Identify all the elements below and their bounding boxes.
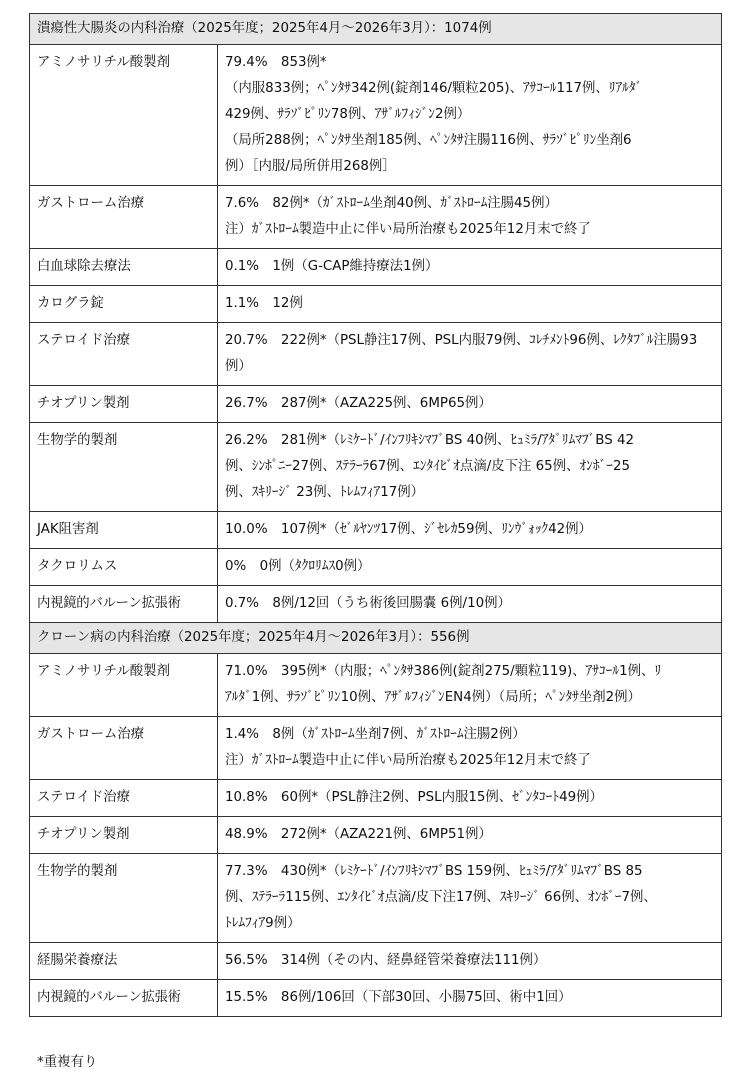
value-line: 注）ｶﾞｽﾄﾛｰﾑ製造中止に伴い局所治療も2025年12月末で終了	[225, 222, 591, 237]
row-label: JAK阻害剤	[30, 512, 218, 549]
row-label: 白血球除去療法	[30, 249, 218, 286]
row-value	[218, 586, 722, 623]
row-value	[218, 423, 722, 512]
section-header-uc	[30, 14, 722, 45]
value-line: 77.3% 430例*（ﾚﾐｹｰﾄﾞ/ｲﾝﾌﾘｷｼﾏﾌﾞBS 159例、ﾋｭﾐﾗ/ｱﾀﾞﾘﾑﾏﾌﾞBS 85	[225, 864, 643, 879]
value-line: 例、ｼﾝﾎﾟﾆｰ27例、ｽﾃﾗｰﾗ67例、ｴﾝﾀｲﾋﾞｵ点滴/皮下注 65例、ｵﾝﾎﾞｰ25	[225, 459, 630, 474]
value-line: 10.8% 60例*（PSL静注2例、PSL内服15例、ｾﾞﾝﾀｺｰﾄ49例）	[225, 790, 603, 805]
row-label: ガストローム治療	[30, 186, 218, 249]
value-line: 26.2% 281例*（ﾚﾐｹｰﾄﾞ/ｲﾝﾌﾘｷｼﾏﾌﾞBS 40例、ﾋｭﾐﾗ/ｱﾀﾞﾘﾑﾏﾌﾞBS 42	[225, 433, 635, 448]
row-value	[218, 780, 722, 817]
row-value	[218, 286, 722, 323]
row-label: アミノサリチル酸製剤	[30, 654, 218, 717]
row-label: チオプリン製剤	[30, 817, 218, 854]
value-line: （内服833例；ﾍﾟﾝﾀｻ342例(錠剤146/顆粒205)、ｱｻｺｰﾙ117例、ﾘｱﾙﾀﾞ	[225, 81, 643, 96]
row-label: アミノサリチル酸製剤	[30, 45, 218, 186]
row-label: ステロイド治療	[30, 323, 218, 386]
row-value	[218, 817, 722, 854]
value-line: 20.7% 222例*（PSL静注17例、PSL内服79例、ｺﾚﾁﾒﾝﾄ96例、ﾚｸﾀﾌﾞﾙ注腸93	[225, 333, 698, 348]
row-value	[218, 249, 722, 286]
table-row	[30, 286, 722, 323]
row-value	[218, 717, 722, 780]
table-row	[30, 45, 722, 186]
section-header-cd	[30, 623, 722, 654]
value-line: 26.7% 287例*（AZA225例、6MP65例）	[225, 396, 492, 411]
section-title: 潰瘍性大腸炎の内科治療（2025年度；2025年4月～2026年3月）：1074例	[30, 14, 722, 45]
value-line: 1.1% 12例	[225, 296, 303, 311]
row-value	[218, 980, 722, 1017]
row-label: チオプリン製剤	[30, 386, 218, 423]
value-line: 429例、ｻﾗｿﾞﾋﾟﾘﾝ78例、ｱｻﾞﾙﾌｨｼﾞﾝ2例）	[225, 107, 471, 122]
value-line: 56.5% 314例（その内、経鼻経管栄養療法111例）	[225, 953, 547, 968]
value-line: 注）ｶﾞｽﾄﾛｰﾑ製造中止に伴い局所治療も2025年12月末で終了	[225, 753, 591, 768]
value-line: 例）	[225, 359, 252, 374]
table-row	[30, 586, 722, 623]
row-label: 生物学的製剤	[30, 423, 218, 512]
value-line: 71.0% 395例*（内服；ﾍﾟﾝﾀｻ386例(錠剤275/顆粒119)、ｱｻｺｰﾙ1例、ﾘ	[225, 664, 662, 679]
table-row	[30, 186, 722, 249]
table-row	[30, 423, 722, 512]
value-line: 1.4% 8例（ｶﾞｽﾄﾛｰﾑ坐剤7例、ｶﾞｽﾄﾛｰﾑ注腸2例）	[225, 727, 526, 742]
row-label: 生物学的製剤	[30, 854, 218, 943]
row-label: カログラ錠	[30, 286, 218, 323]
value-line: 例、ｽｷﾘｰｼﾞ 23例、ﾄﾚﾑﾌｨｱ17例）	[225, 485, 425, 500]
value-line: 48.9% 272例*（AZA221例、6MP51例）	[225, 827, 492, 842]
value-line: 79.4% 853例*	[225, 55, 327, 70]
value-line: ｱﾙﾀﾞ1例、ｻﾗｿﾞﾋﾟﾘﾝ10例、ｱｻﾞﾙﾌｨｼﾞﾝEN4例）（局所；ﾍﾟﾝﾀｻ坐剤2例）	[225, 690, 641, 705]
value-line: 例、ｽﾃﾗｰﾗ115例、ｴﾝﾀｲﾋﾞｵ点滴/皮下注17例、ｽｷﾘｰｼﾞ 66例、ｵﾝﾎﾞｰ7例、	[225, 890, 657, 905]
row-label: 経腸栄養療法	[30, 943, 218, 980]
footnote: *重複有り	[37, 1055, 98, 1070]
row-value	[218, 386, 722, 423]
table-row	[30, 817, 722, 854]
value-line: 0.1% 1例（G-CAP維持療法1例）	[225, 259, 439, 274]
section-title: クローン病の内科治療（2025年度；2025年4月～2026年3月）：556例	[30, 623, 722, 654]
table-row	[30, 249, 722, 286]
row-value	[218, 186, 722, 249]
value-line: ﾄﾚﾑﾌｨｱ9例）	[225, 916, 301, 931]
row-value	[218, 549, 722, 586]
row-value	[218, 45, 722, 186]
value-line: （局所288例；ﾍﾟﾝﾀｻ坐剤185例、ﾍﾟﾝﾀｻ注腸116例、ｻﾗｿﾞﾋﾟﾘﾝ坐剤6	[225, 133, 632, 148]
value-line: 15.5% 86例/106回（下部30回、小腸75回、術中1回）	[225, 990, 572, 1005]
row-value	[218, 854, 722, 943]
table-row	[30, 323, 722, 386]
row-label: 内視鏡的バルーン拡張術	[30, 586, 218, 623]
row-value	[218, 943, 722, 980]
table-row	[30, 943, 722, 980]
table-row	[30, 780, 722, 817]
table-row	[30, 717, 722, 780]
value-line: 10.0% 107例*（ｾﾞﾙﾔﾝﾂ17例、ｼﾞｾﾚｶ59例、ﾘﾝｳﾞｫｯｸ42例）	[225, 522, 592, 537]
row-value	[218, 512, 722, 549]
value-line: 0.7% 8例/12回（うち術後回腸嚢 6例/10例）	[225, 596, 511, 611]
treatment-table	[29, 13, 722, 1017]
table-row	[30, 386, 722, 423]
value-line: 0% 0例（ﾀｸﾛﾘﾑｽ0例）	[225, 559, 371, 574]
row-label: 内視鏡的バルーン拡張術	[30, 980, 218, 1017]
table-row	[30, 980, 722, 1017]
row-label: ステロイド治療	[30, 780, 218, 817]
table-row	[30, 654, 722, 717]
table-row	[30, 549, 722, 586]
value-line: 7.6% 82例*（ｶﾞｽﾄﾛｰﾑ坐剤40例、ｶﾞｽﾄﾛｰﾑ注腸45例）	[225, 196, 558, 211]
value-line: 例）［内服/局所併用268例］	[225, 159, 396, 174]
row-value	[218, 323, 722, 386]
row-label: ガストローム治療	[30, 717, 218, 780]
table-row	[30, 512, 722, 549]
row-label: タクロリムス	[30, 549, 218, 586]
table-row	[30, 854, 722, 943]
row-value	[218, 654, 722, 717]
